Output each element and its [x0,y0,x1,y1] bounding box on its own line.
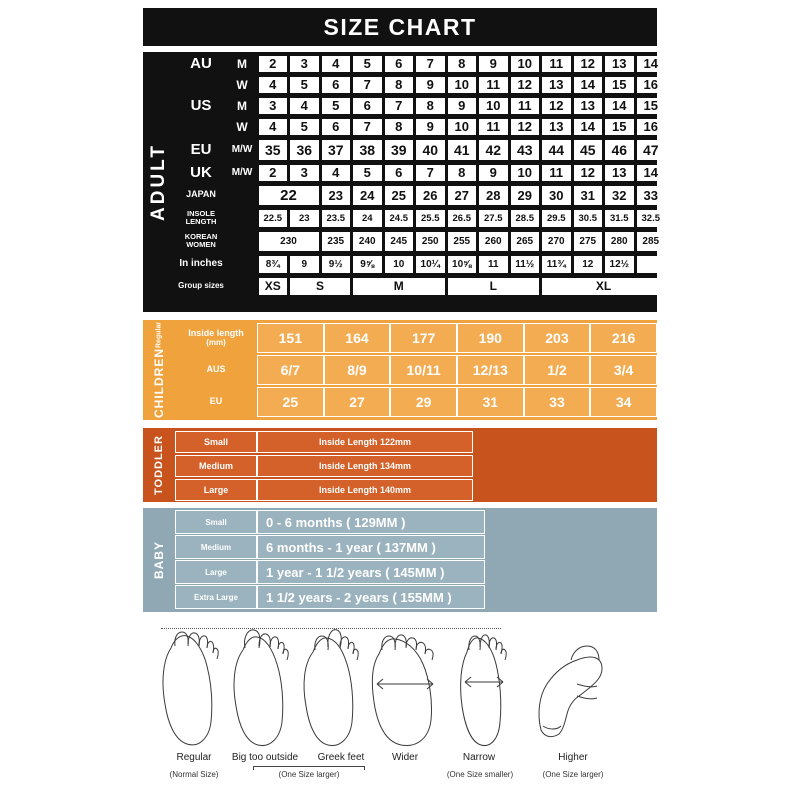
baby-row-label: Extra Large [175,585,257,609]
adult-value-cell [637,256,666,273]
adult-section-label: ADULT [143,52,175,312]
adult-value-cell: 11 [511,98,540,114]
adult-value-cell: 6 [353,98,382,114]
adult-value-cell: 9 [479,56,508,72]
adult-value-cell: 9½ [322,256,351,273]
adult-value-cell: 10 [448,119,477,135]
children-value-cell: 29 [390,387,457,417]
adult-value-cell: 13 [605,56,634,72]
adult-value-cell: 42 [479,140,508,160]
adult-value-cell: 5 [353,56,382,72]
adult-value-cell: 6 [385,165,414,181]
children-value-cell: 3/4 [590,355,657,385]
toddler-section-label: TODDLER [143,428,175,502]
children-row-label: Inside length (mm) [175,323,257,353]
adult-value-cell: 5 [322,98,351,114]
adult-value-cell: 41 [448,140,477,160]
toddler-row-medium [175,455,473,477]
adult-row-label: AU [175,54,227,73]
toddler-section [143,428,657,502]
baby-section [143,508,657,612]
children-label-main: CHILDREN [152,348,166,419]
adult-value-cell: 26 [416,186,445,205]
adult-value-cell: 5 [290,77,319,93]
adult-value-cell: 32 [605,186,634,205]
adult-value-cell: 10⅝ [448,256,477,273]
adult-value-cell: 12 [574,165,603,181]
children-value-cell: 151 [257,323,324,353]
adult-value-cell: 9 [416,119,445,135]
adult-value-cell: 230 [259,232,319,251]
adult-value-cell: 26.5 [448,210,477,227]
adult-value-cell: 11 [542,56,571,72]
adult-row-japan [175,184,667,206]
adult-value-cell: 12 [574,56,603,72]
children-label-sub: Regular [155,321,163,349]
adult-value-cell: 31 [574,186,603,205]
adult-value-cell: 11 [542,165,571,181]
adult-value-cell: 13 [605,165,634,181]
adult-value-cell: 8 [385,119,414,135]
adult-value-cell: 47 [637,140,666,160]
adult-value-cell: 10 [479,98,508,114]
adult-value-cell: 16 [637,77,666,93]
adult-value-cell: 40 [416,140,445,160]
children-section [143,320,657,420]
adult-value-cell: 7 [416,56,445,72]
children-row-eu [175,387,657,417]
baby-row-extra-large [175,585,485,609]
adult-section [143,52,660,312]
adult-value-cell: 16 [637,119,666,135]
adult-group-size-cell: S [290,278,350,295]
adult-row-sublabel: W [227,117,257,136]
children-value-cell: 164 [324,323,391,353]
adult-value-cell: 44 [542,140,571,160]
adult-value-cell: 27.5 [479,210,508,227]
children-row-label: EU [175,387,257,417]
children-value-cell: 216 [590,323,657,353]
adult-value-cell: 12½ [605,256,634,273]
adult-value-cell: 12 [542,98,571,114]
toddler-row-value: Inside Length 140mm [257,479,473,501]
adult-value-cell: 9 [416,77,445,93]
adult-value-cell: 28.5 [511,210,540,227]
adult-value-cell: 7 [353,77,382,93]
adult-value-cell: 23 [290,210,319,227]
children-value-cell: 33 [524,387,591,417]
adult-value-cell: 250 [416,232,445,251]
children-value-cell: 34 [590,387,657,417]
adult-row-us [175,117,667,136]
adult-row-sublabel: M [227,54,257,73]
group-brace [253,766,365,770]
children-value-cell: 27 [324,387,391,417]
adult-value-cell: 280 [605,232,634,251]
adult-value-cell: 27 [448,186,477,205]
adult-row-sublabel [227,184,257,206]
baby-row-value: 1 1/2 years - 2 years ( 155MM ) [257,585,485,609]
adult-row-sublabel [227,254,257,274]
adult-value-cell: 24 [353,186,382,205]
adult-value-cell: 4 [322,56,351,72]
children-value-cell: 177 [390,323,457,353]
adult-value-cell: 11 [479,119,508,135]
children-value-cell: 6/7 [257,355,324,385]
adult-value-cell: 36 [290,140,319,160]
adult-group-size-cell: XL [542,278,665,295]
adult-value-cell: 15 [605,119,634,135]
adult-value-cell: 265 [511,232,540,251]
adult-row-eu [175,138,667,161]
adult-group-size-cell: L [448,278,540,295]
adult-row-label [175,117,227,136]
adult-value-cell: 7 [416,165,445,181]
baby-row-small [175,510,485,534]
toddler-row-value: Inside Length 122mm [257,431,473,453]
adult-value-cell: 13 [542,77,571,93]
baby-row-value: 0 - 6 months ( 129MM ) [257,510,485,534]
adult-value-cell: 235 [322,232,351,251]
adult-value-cell: 9 [290,256,319,273]
baby-row-value: 1 year - 1 1/2 years ( 145MM ) [257,560,485,584]
adult-value-cell: 30.5 [574,210,603,227]
foot-caption-greek: Greek feet [317,752,365,763]
adult-value-cell: 24 [353,210,382,227]
adult-value-cell: 10 [511,165,540,181]
adult-value-cell: 4 [259,119,288,135]
adult-value-cell: 29.5 [542,210,571,227]
children-row-label: AUS [175,355,257,385]
adult-value-cell: 5 [290,119,319,135]
adult-row-sublabel [227,276,257,296]
toddler-row-value: Inside Length 134mm [257,455,473,477]
foot-note-higher: (One Size larger) [542,770,604,779]
adult-row-group-sizes [175,276,667,296]
adult-value-cell: 3 [259,98,288,114]
adult-value-cell: 13 [542,119,571,135]
adult-row-korean-women [175,230,667,252]
adult-row-label: Group sizes [175,276,227,296]
alignment-guide-line [161,628,501,629]
baby-row-label: Small [175,510,257,534]
adult-value-cell: 22.5 [259,210,288,227]
foot-outlines [143,620,657,750]
foot-caption-higher: Higher [558,752,588,763]
adult-value-cell: 29 [511,186,540,205]
baby-section-label: BABY [143,508,175,612]
adult-value-cell: 14 [637,56,666,72]
adult-value-cell: 24.5 [385,210,414,227]
adult-value-cell: 12 [511,119,540,135]
foot-note-regular: (Normal Size) [169,770,219,779]
adult-value-cell: 240 [353,232,382,251]
chart-title-bar [143,8,657,46]
adult-row-label: INSOLE LENGTH [175,208,227,228]
toddler-row-label: Small [175,431,257,453]
adult-value-cell: 5 [353,165,382,181]
adult-value-cell: 9 [479,165,508,181]
adult-value-cell: 260 [479,232,508,251]
foot-caption-bigtoe: Big too outside [231,752,299,763]
children-value-cell: 8/9 [324,355,391,385]
adult-value-cell: 12 [511,77,540,93]
adult-row-in-inches [175,254,667,274]
adult-value-cell: 10 [385,256,414,273]
adult-value-cell: 8 [385,77,414,93]
adult-value-cell: 8 [448,56,477,72]
adult-value-cell: 10¼ [416,256,445,273]
children-value-cell: 31 [457,387,524,417]
page-title: SIZE CHART [323,13,477,40]
children-value-cell: 25 [257,387,324,417]
adult-row-label: US [175,96,227,115]
adult-row-label: UK [175,163,227,182]
children-value-cell: 190 [457,323,524,353]
adult-value-cell: 10 [448,77,477,93]
adult-value-cell: 45 [574,140,603,160]
adult-value-cell: 4 [322,165,351,181]
adult-value-cell: 4 [259,77,288,93]
adult-row-label: JAPAN [175,184,227,206]
adult-value-cell: 14 [637,165,666,181]
adult-value-cell: 3 [290,56,319,72]
children-value-cell: 1/2 [524,355,591,385]
adult-row-sublabel [227,208,257,228]
foot-caption-regular: Regular [176,752,212,763]
adult-value-cell: 9⅝ [353,256,382,273]
adult-row-sublabel: M [227,96,257,115]
adult-value-cell: 28 [479,186,508,205]
toddler-row-small [175,431,473,453]
adult-value-cell: 25 [385,186,414,205]
adult-row-sublabel: M/W [227,163,257,182]
adult-value-cell: 270 [542,232,571,251]
baby-row-medium [175,535,485,559]
adult-value-cell: 35 [259,140,288,160]
adult-row-sublabel: M/W [227,138,257,161]
adult-row-insole-length [175,208,667,228]
foot-caption-wider: Wider [391,752,419,763]
adult-value-cell: 12 [574,256,603,273]
adult-row-label: In inches [175,254,227,274]
adult-value-cell: 22 [259,186,319,205]
children-row-inside-length [175,323,657,353]
adult-value-cell: 38 [353,140,382,160]
adult-value-cell: 2 [259,56,288,72]
adult-value-cell: 13 [574,98,603,114]
adult-value-cell: 11 [479,77,508,93]
children-row-aus [175,355,657,385]
adult-value-cell: 30 [542,186,571,205]
adult-value-cell: 10 [511,56,540,72]
adult-value-cell: 15 [605,77,634,93]
adult-value-cell: 6 [322,119,351,135]
adult-value-cell: 14 [574,119,603,135]
adult-value-cell: 3 [290,165,319,181]
baby-row-large [175,560,485,584]
adult-value-cell: 15 [637,98,666,114]
adult-value-cell: 2 [259,165,288,181]
adult-value-cell: 255 [448,232,477,251]
adult-row-au [175,75,667,94]
adult-value-cell: 31.5 [605,210,634,227]
foot-note-group: (One Size larger) [278,770,340,779]
adult-value-cell: 39 [385,140,414,160]
adult-value-cell: 7 [353,119,382,135]
adult-value-cell: 46 [605,140,634,160]
adult-value-cell: 14 [605,98,634,114]
adult-value-cell: 43 [511,140,540,160]
adult-value-cell: 8¾ [259,256,288,273]
adult-row-label [175,75,227,94]
adult-row-uk [175,163,667,182]
adult-value-cell: 8 [416,98,445,114]
baby-row-label: Medium [175,535,257,559]
toddler-row-large [175,479,473,501]
adult-value-cell: 6 [385,56,414,72]
adult-value-cell: 9 [448,98,477,114]
adult-value-cell: 6 [322,77,351,93]
adult-value-cell: 11 [479,256,508,273]
adult-value-cell: 33 [637,186,666,205]
toddler-row-label: Medium [175,455,257,477]
children-value-cell: 12/13 [457,355,524,385]
adult-value-cell: 11¾ [542,256,571,273]
adult-value-cell: 4 [290,98,319,114]
adult-value-cell: 7 [385,98,414,114]
foot-caption-narrow: Narrow [462,752,496,763]
toddler-row-label: Large [175,479,257,501]
adult-value-cell: 14 [574,77,603,93]
adult-value-cell: 275 [574,232,603,251]
adult-row-sublabel [227,230,257,252]
adult-value-cell: 245 [385,232,414,251]
adult-row-label: EU [175,138,227,161]
adult-row-label: KOREAN WOMEN [175,230,227,252]
adult-row-sublabel: W [227,75,257,94]
adult-value-cell: 25.5 [416,210,445,227]
children-section-label [143,320,175,420]
adult-value-cell: 37 [322,140,351,160]
adult-value-cell: 23 [322,186,351,205]
adult-value-cell: 285 [637,232,666,251]
adult-value-cell: 8 [448,165,477,181]
baby-row-label: Large [175,560,257,584]
adult-group-size-cell: M [353,278,445,295]
adult-value-cell: 11½ [511,256,540,273]
children-value-cell: 203 [524,323,591,353]
children-value-cell: 10/11 [390,355,457,385]
adult-row-au [175,54,667,73]
adult-group-size-cell: XS [259,278,288,295]
adult-value-cell: 23.5 [322,210,351,227]
foot-type-diagram [143,620,657,795]
baby-row-value: 6 months - 1 year ( 137MM ) [257,535,485,559]
foot-note-narrow: (One Size smaller) [446,770,514,779]
adult-row-us [175,96,667,115]
adult-value-cell: 32.5 [637,210,666,227]
